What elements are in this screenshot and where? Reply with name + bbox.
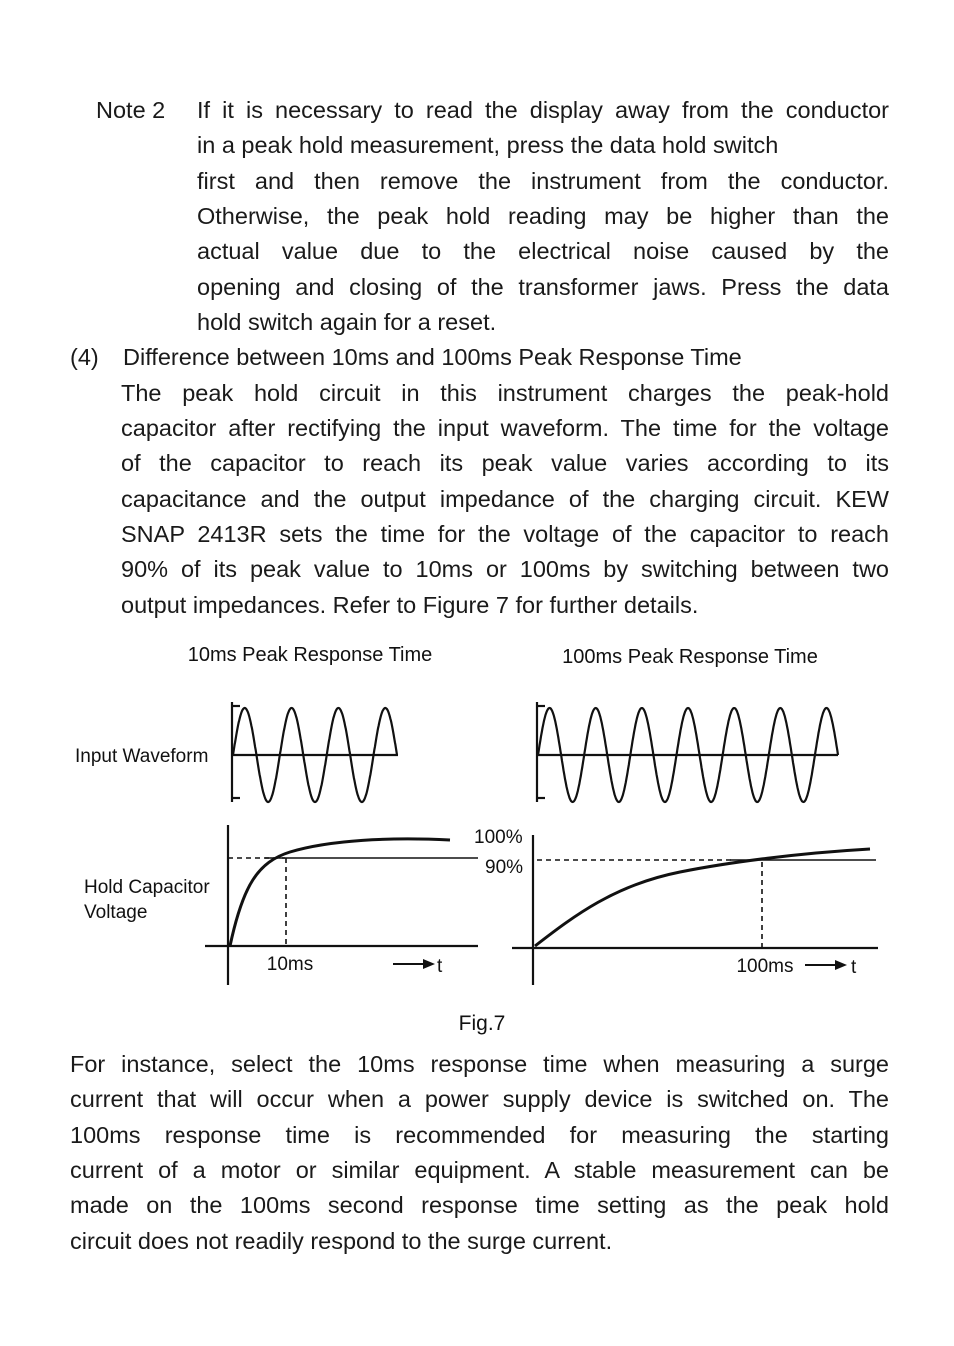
note-2-line: first and then remove the instrument from the conductor. (197, 168, 889, 194)
pct-90-label: 90% (485, 857, 524, 878)
left-input-waveform (232, 702, 398, 802)
closing-paragraph-line: circuit does not readily respond to the surge current. (70, 1228, 613, 1254)
section-paragraph-line: capacitor after rectifying the input waveform. The time for the voltage (121, 415, 889, 441)
hold-capacitor-label: Hold Capacitor (84, 877, 210, 898)
note-2-line: If it is necessary to read the display away from the conductor (197, 97, 889, 123)
note-2-line: Otherwise, the peak hold reading may be higher than the (197, 203, 889, 229)
pct-100-label: 100% (474, 827, 523, 848)
note-2-line: actual value due to the electrical noise caused by the (197, 238, 889, 264)
voltage-label: Voltage (84, 902, 148, 923)
section-paragraph-line: The peak hold circuit in this instrument charges the peak-hold (121, 380, 889, 406)
section-paragraph-line: SNAP 2413R sets the time for the voltage of the capacitor to reach (121, 521, 889, 547)
right-hold-graph (512, 835, 878, 985)
note-2-label: Note 2 (96, 97, 166, 123)
note-2-line: in a peak hold measurement, press the data hold switch (197, 132, 779, 158)
closing-paragraph-line: 100ms response time is recommended for measuring the starting (70, 1122, 889, 1148)
figure-7 (0, 630, 954, 1040)
section-paragraph-line: output impedances. Refer to Figure 7 for further details. (121, 592, 699, 618)
closing-paragraph-line: current that will occur when a power supply device is switched on. The (70, 1086, 889, 1112)
closing-paragraph-line: For instance, select the 10ms response time when measuring a surge (70, 1051, 889, 1077)
note-2-line: hold switch again for a reset. (197, 309, 497, 335)
right-panel-title: 100ms Peak Response Time (562, 646, 818, 668)
closing-paragraph-line: made on the 100ms second response time setting as the peak hold (70, 1192, 889, 1218)
closing-paragraph-line: current of a motor or similar equipment. A stable measurement can be (70, 1157, 889, 1183)
right-t-axis-label: t (851, 957, 857, 978)
input-waveform-label: Input Waveform (75, 746, 209, 767)
section-paragraph-line: of the capacitor to reach its peak value varies according to its (121, 450, 889, 476)
note-2-line: opening and closing of the transformer jaws. Press the data (197, 274, 889, 300)
left-panel-title: 10ms Peak Response Time (187, 644, 433, 666)
section-paragraph-line: 90% of its peak value to 10ms or 100ms by switching between two (121, 556, 889, 582)
section-title: Difference between 10ms and 100ms Peak Response Time (123, 344, 742, 370)
right-time-label: 100ms (736, 956, 794, 977)
section-paragraph-line: capacitance and the output impedance of the charging circuit. KEW (121, 486, 889, 512)
left-time-label: 10ms (266, 954, 314, 975)
figure-caption: Fig.7 (458, 1012, 506, 1035)
left-t-axis-label: t (437, 956, 443, 977)
section-number: (4) (70, 344, 99, 370)
right-input-waveform (537, 702, 838, 802)
